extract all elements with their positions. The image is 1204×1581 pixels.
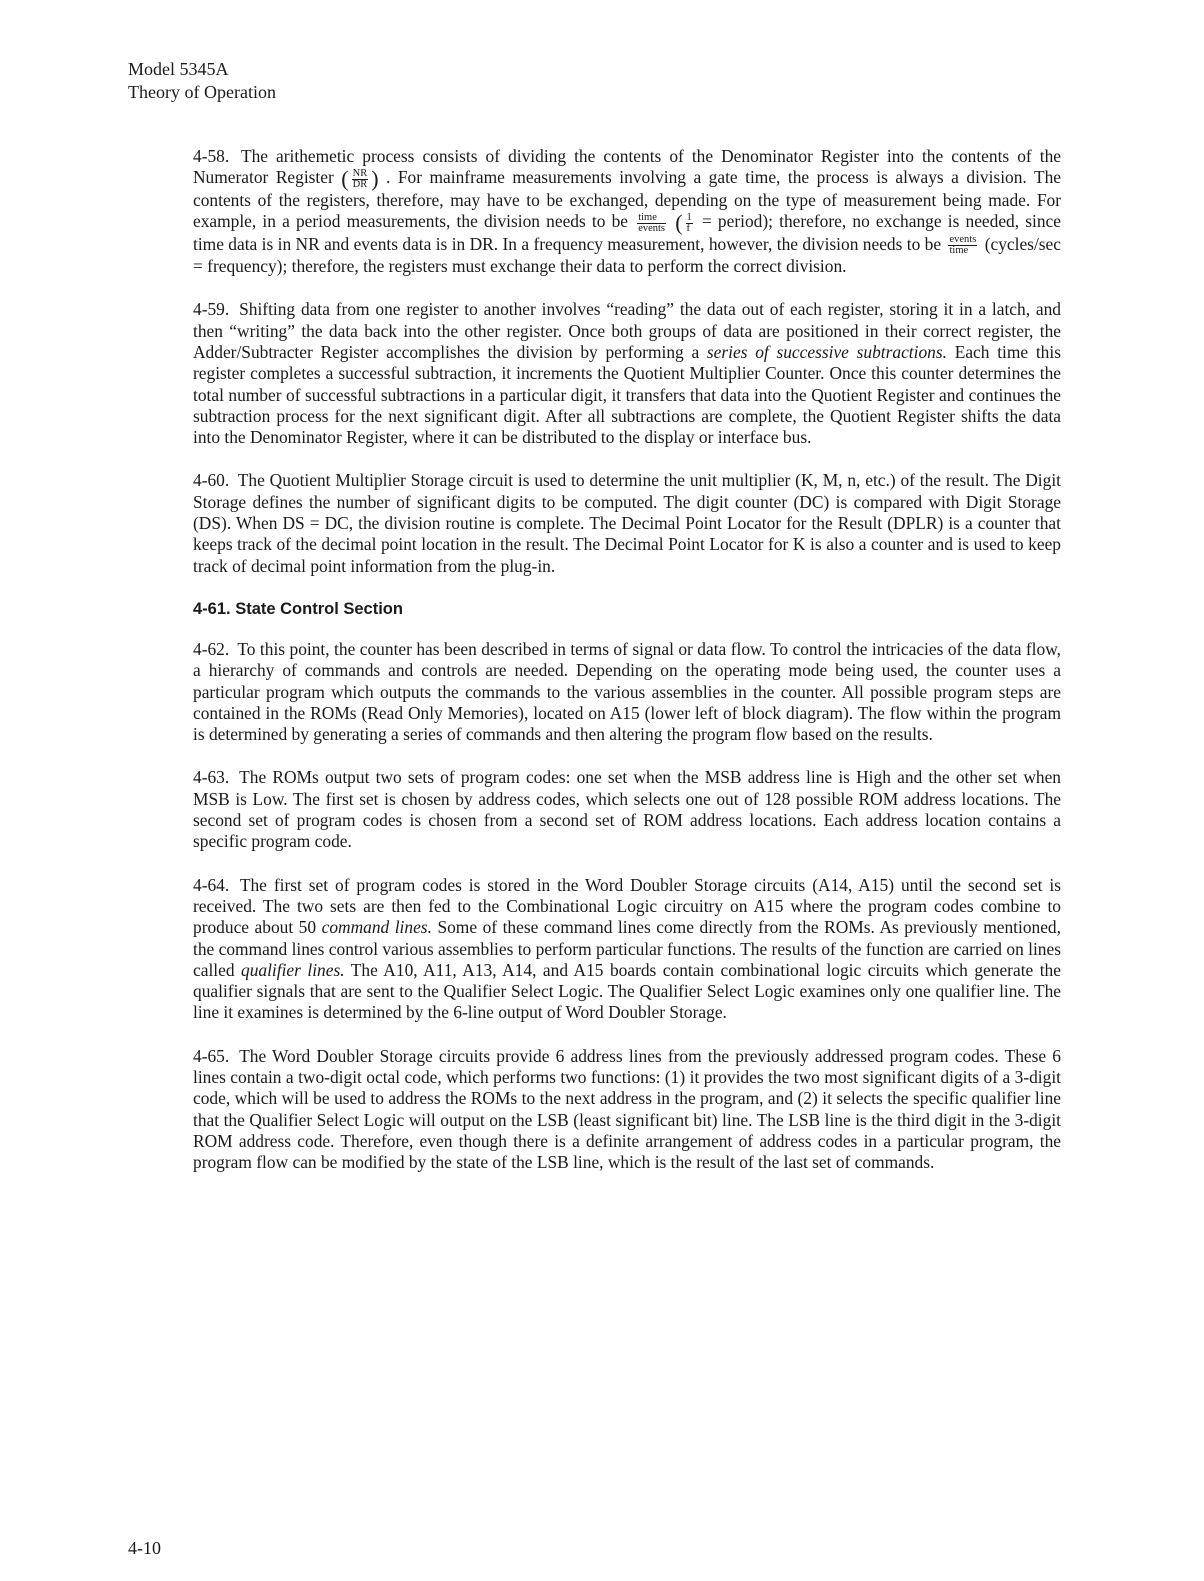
- paragraph-4-64: [193, 875, 1061, 1024]
- model-label: Model 5345A: [128, 59, 229, 79]
- section-number: 4-61.: [193, 599, 231, 618]
- paragraph-text: The Quotient Multiplier Storage circuit is used to determine the unit multiplier (K, M, n, etc.) of the result. The Digit Storage defines the number of significant digits to be computed. The digit counter (DC) is compared with Digit Storage (DS). When DS = DC, the division routine is complete. The Decimal Point Locator for the Result (DPLR) is a counter that keeps track of the decimal point location in the result. The Decimal Point Locator for K is also a counter and is used to keep track of decimal point information from the plug-in.: [193, 470, 1061, 576]
- paren-close: ): [371, 166, 379, 192]
- paren-open: (: [675, 210, 683, 236]
- fraction-one-over-f: [686, 213, 693, 234]
- fraction-numerator: time: [637, 213, 666, 224]
- emphasis-text: qualifier lines.: [241, 959, 345, 980]
- fraction-events-time: [948, 235, 977, 256]
- fraction-numerator: NR: [352, 167, 368, 179]
- paragraph-number: 4-62.: [193, 638, 230, 659]
- fraction-denominator: events: [638, 222, 666, 234]
- paragraph-4-65: [193, 1046, 1061, 1174]
- paragraph-text: To this point, the counter has been described in terms of signal or data flow. To control the intricacies of the data flow, a hierarchy of commands and controls are needed. Depending on the operating mode being used, the counter uses a particular program which outputs the commands to the various assemblies in the counter. All possible program steps are contained in the ROMs (Read Only Memories), located on A15 (lower left of block diagram). The flow within the program is determined by generating a series of commands and then altering the program flow based on the results.: [193, 638, 1061, 745]
- paragraph-4-62: [193, 639, 1061, 745]
- paragraph-number: 4-58.: [193, 146, 230, 166]
- paragraph-text: Each time this register completes a successful subtraction, it increments the Quotient Multiplier Counter. Once this counter determines the total number of successful subtractions in a particular digit, it transfers that data into the Quotient Register and continues the subtraction process for the next significant digit. After all subtractions are complete, the Quotient Register shifts the data into the Denominator Register, where it can be distributed to the display or interface bus.: [193, 341, 1061, 448]
- section-title: State Control Section: [235, 599, 403, 618]
- paragraph-4-58: [193, 146, 1061, 277]
- paragraph-text: The arithemetic process consists of dividing the contents of the Denominator Register into the contents of the Numerator Register: [193, 146, 1061, 188]
- section-label: Theory of Operation: [128, 82, 276, 102]
- paragraph-text: The ROMs output two sets of program codes: one set when the MSB address line is High and the other set when MSB is Low. The first set is chosen by address codes, which selects one out of 128 possible ROM address locations. The second set of program codes is chosen from a second set of ROM address locations. Each address location contains a specific program code.: [193, 767, 1061, 852]
- paragraph-text: Some of these command lines come directly from the ROMs. As previously mentioned, the command lines control various assemblies to perform particular functions. The results of the function are carried on lines called: [193, 917, 1061, 980]
- paragraph-number: 4-59.: [193, 299, 230, 320]
- page-number: 4-10: [128, 1538, 161, 1558]
- paragraph-text: The A10, A11, A13, A14, and A15 boards contain combinational logic circuits which generate the qualifier signals that are sent to the Qualifier Select Logic. The Qualifier Select Logic examines only one qualifier line. The line it examines is determined by the 6-line output of Word Doubler Storage.: [193, 959, 1061, 1023]
- fraction-denominator: f: [686, 222, 691, 234]
- paren-open: (: [341, 166, 349, 192]
- fraction-denominator: DR: [352, 178, 368, 190]
- paragraph-text: (cycles/sec = frequency); therefore, the registers must exchange their data to perform the correct division.: [193, 233, 1061, 277]
- emphasis-text: series of successive subtractions.: [706, 341, 947, 362]
- paragraph-number: 4-65.: [193, 1045, 230, 1066]
- paragraph-text: = period); therefore, no exchange is needed, since time data is in NR and events data is in DR. In a frequency measurement, however, the division needs to be: [193, 211, 1061, 254]
- paragraph-number: 4-60.: [193, 470, 230, 491]
- emphasis-text: command lines.: [321, 917, 432, 938]
- paragraph-text: Shifting data from one register to another involves “reading” the data out of each register, storing it in a latch, and then “writing” the data back into the other register. Once both groups of data are positioned in their correct register, the Adder/Subtracter Register accomplishes the division by performing a: [193, 299, 1062, 362]
- paragraph-4-60: [193, 470, 1061, 576]
- paragraph-4-63: [193, 767, 1061, 852]
- paragraph-number: 4-63.: [193, 767, 230, 788]
- fraction-time-events: [637, 213, 666, 234]
- fraction-numerator: events: [949, 234, 977, 246]
- paragraph-text: The Word Doubler Storage circuits provide 6 address lines from the previously addressed program codes. These 6 lines contain a two-digit octal code, which performs two functions: (1) it provides the two most significant digits of a 3-digit code, which will be used to address the ROMs to the next address in the program, and (2) it selects the specific qualifier line that the Qualifier Select Logic will output on the LSB (least significant bit) line. The LSB line is the third digit in the 3-digit ROM address code. Therefore, even though there is a definite arrangement of address codes in a particular program, the program flow can be modified by the state of the LSB line, which is the result of the last set of commands.: [193, 1045, 1061, 1173]
- section-heading-state-control: [193, 599, 1061, 619]
- paragraph-text: . For mainframe measurements involving a gate time, the process is always a division. The contents of the registers, therefore, may have to be exchanged, depending on the type of measurement being made. For example, in a period measurements, the division needs to be: [193, 167, 1061, 232]
- page-body: [193, 146, 1061, 1195]
- fraction-numerator: 1: [686, 211, 692, 223]
- paragraph-text: The first set of program codes is stored in the Word Doubler Storage circuits (A14, A15) until the second set is received. The two sets are then fed to the Combinational Logic circuitry on A15 where the program codes combine to produce about 50: [193, 874, 1061, 938]
- paragraph-number: 4-64.: [193, 874, 230, 895]
- fraction-denominator: time: [949, 245, 969, 257]
- fraction-nr-dr: [352, 169, 369, 190]
- page-header: [128, 58, 276, 104]
- paragraph-4-59: [193, 299, 1061, 448]
